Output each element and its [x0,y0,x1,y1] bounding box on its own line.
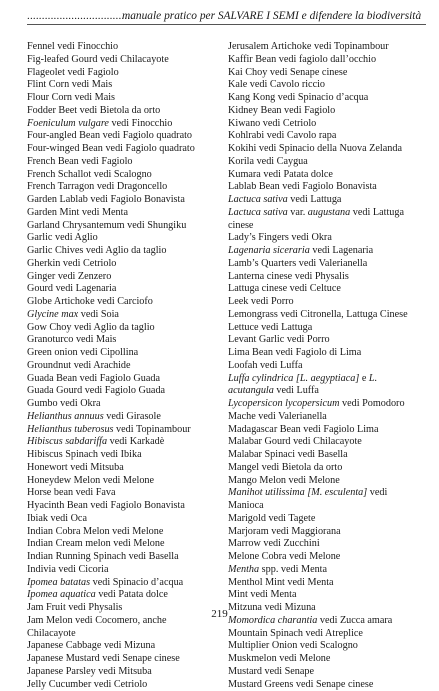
page-number: 219 [0,608,439,620]
index-entry [228,92,428,105]
index-entry [27,181,213,194]
index-column-right [228,41,428,691]
index-entry [27,360,213,373]
entry-text: French Tarragon vedi Dragoncello [27,181,167,192]
entry-text: Hibiscus Spinach vedi Ibika [27,449,142,460]
entry-text: Ginger vedi Zenzero [27,271,111,282]
index-entry [27,271,213,284]
index-entry [27,67,213,80]
entry-text: Loofah vedi Luffa [228,360,303,371]
entry-text: Fennel vedi Finocchio [27,41,118,52]
entry-text: Lima Bean vedi Fagiolo di Lima [228,347,361,358]
index-entry [228,334,428,347]
index-entry [27,130,213,143]
entry-text: spp. vedi Menta [259,564,327,575]
entry-text: vedi Soia [78,309,119,320]
index-entry [228,54,428,67]
index-entry [27,207,213,220]
index-entry [27,92,213,105]
index-entry [27,232,213,245]
header-dot-leader: .................................... [27,10,133,22]
index-entry [228,385,428,398]
entry-text: vedi Luffa [274,385,319,396]
entry-text: Jam Fruit vedi Physalis [27,602,122,613]
index-entry [228,628,428,641]
index-entry [27,628,213,641]
index-entry [228,181,428,194]
entry-text: Granoturco vedi Mais [27,334,116,345]
index-entry [27,385,213,398]
entry-latin-name: Lactuca sativa [228,194,288,205]
entry-text: Kaffir Bean vedi fagiolo dall’occhio [228,54,376,65]
index-entry [228,398,428,411]
index-entry [228,245,428,258]
entry-text: Marrow vedi Zucchini [228,538,320,549]
index-entry [27,526,213,539]
entry-text: Garlic Chives vedi Aglio da taglio [27,245,167,256]
entry-text: Marigold vedi Tagete [228,513,315,524]
index-entry [228,309,428,322]
index-entry [228,79,428,92]
entry-text: Marjoram vedi Maggiorana [228,526,341,537]
index-entry [228,526,428,539]
index-entry [228,194,428,207]
index-entry [27,424,213,437]
index-entry [27,462,213,475]
entry-text: Japanese Cabbage vedi Mizuna [27,640,155,651]
index-entry [27,258,213,271]
entry-text: Hyacinth Bean vedi Fagiolo Bonavista [27,500,185,511]
entry-text: Flint Corn vedi Mais [27,79,112,90]
index-entry [228,360,428,373]
entry-text: vedi Girasole [104,411,161,422]
index-entry [228,462,428,475]
index-entry [27,334,213,347]
index-entry [228,220,428,233]
index-entry [27,653,213,666]
entry-latin-name: Ipomea aquatica [27,589,96,600]
index-entry [228,551,428,564]
index-entry [27,589,213,602]
entry-text: vedi Patata dolce [96,589,168,600]
entry-text: Jerusalem Artichoke vedi Topinambour [228,41,389,52]
entry-text: French Schallot vedi Scalogno [27,169,152,180]
index-entry [228,105,428,118]
entry-text: Korila vedi Caygua [228,156,308,167]
index-entry [228,487,428,500]
entry-latin-name: Foeniculum vulgare [27,118,109,129]
entry-latin-name: Mentha [228,564,259,575]
index-entry [228,424,428,437]
entry-text: vedi Zucca amara [317,615,392,626]
index-entry [27,666,213,679]
entry-text: Guada Bean vedi Fagiolo Guada [27,373,160,384]
entry-text: vedi Pomodoro [339,398,404,409]
index-entry [27,156,213,169]
index-entry [27,79,213,92]
index-entry [228,118,428,131]
entry-text: Muskmelon vedi Melone [228,653,330,664]
entry-text: Kokihi vedi Spinacio della Nuova Zelanda [228,143,402,154]
index-entry [27,54,213,67]
entry-text: Multiplier Onion vedi Scalogno [228,640,358,651]
index-entry [27,347,213,360]
index-entry [27,143,213,156]
entry-text: Ibiak vedi Oca [27,513,87,524]
entry-text: Indian Cream melon vedi Melone [27,538,165,549]
index-entry [228,577,428,590]
entry-latin-name: Ipomea batatas [27,577,90,588]
index-entry [228,67,428,80]
index-entry [228,41,428,54]
entry-text: Kumara vedi Patata dolce [228,169,333,180]
index-entry [27,577,213,590]
entry-text: Lattuga cinese vedi Celtuce [228,283,341,294]
entry-text: vedi [367,487,387,498]
entry-text: vedi Finocchio [109,118,172,129]
entry-text: Lettuce vedi Lattuga [228,322,312,333]
entry-text: Fig-leafed Gourd vedi Chilacayote [27,54,169,65]
index-entry [27,411,213,424]
entry-text: vedi Lattuga [288,194,342,205]
entry-text: Kai Choy vedi Senape cinese [228,67,347,78]
index-entry [228,538,428,551]
entry-latin-name: Helianthus tuberosus [27,424,114,435]
entry-text: Indian Running Spinach vedi Basella [27,551,179,562]
entry-text: Lamb’s Quarters vedi Valerianella [228,258,367,269]
index-entry [228,232,428,245]
entry-text: Kidney Bean vedi Fagiolo [228,105,335,116]
index-entry [228,271,428,284]
entry-text: Groundnut vedi Arachide [27,360,131,371]
entry-text: Indivia vedi Cicoria [27,564,108,575]
index-entry [228,640,428,653]
index-entry [27,513,213,526]
entry-latin-name: acutangula [228,385,274,396]
entry-text: Globe Artichoke vedi Carciofo [27,296,153,307]
entry-text: Four-winged Bean vedi Fagiolo quadrato [27,143,195,154]
entry-latin-name: Lactuca sativa [228,207,288,218]
entry-text: Gumbo vedi Okra [27,398,101,409]
index-entry [27,449,213,462]
index-entry [228,322,428,335]
entry-text: Horse bean vedi Fava [27,487,116,498]
entry-text: Fodder Beet vedi Bietola da orto [27,105,160,116]
entry-text: Mangel vedi Bietola da orto [228,462,342,473]
index-entry [228,143,428,156]
entry-latin-name: Glycine max [27,309,78,320]
index-column-left [27,41,213,691]
index-entry [228,258,428,271]
entry-text: cinese [228,220,253,231]
entry-text: vedi Topinambour [114,424,191,435]
running-header [0,6,439,28]
index-entry [27,309,213,322]
index-entry [228,653,428,666]
entry-latin-name: Lagenaria siceraria [228,245,310,256]
entry-text: var. [288,207,308,218]
index-entry [27,436,213,449]
entry-text: Manioca [228,500,264,511]
index-entry [228,296,428,309]
index-entry [27,500,213,513]
entry-text: Chilacayote [27,628,76,639]
index-entry [27,475,213,488]
entry-text: Four-angled Bean vedi Fagiolo quadrato [27,130,192,141]
index-entry [27,169,213,182]
entry-text: Lemongrass vedi Citronella, Lattuga Cinese [228,309,408,320]
index-entry [228,169,428,182]
entry-text: vedi Lagenaria [310,245,373,256]
entry-text: Flageolet vedi Fagiolo [27,67,119,78]
index-entry [27,105,213,118]
index-entry [228,283,428,296]
index-entry [27,398,213,411]
entry-text: Gherkin vedi Cetriolo [27,258,116,269]
entry-text: Malabar Spinaci vedi Basella [228,449,348,460]
entry-text: Kohlrabi vedi Cavolo rapa [228,130,336,141]
entry-latin-name: Hibiscus sabdariffa [27,436,107,447]
index-entry [27,118,213,131]
entry-text: Guada Gourd vedi Fagiolo Guada [27,385,165,396]
entry-latin-name: L. [369,373,377,384]
entry-text: Madagascar Bean vedi Fagiolo Lima [228,424,379,435]
index-entry [228,500,428,513]
entry-text: Mountain Spinach vedi Atreplice [228,628,363,639]
entry-latin-name: Helianthus annuus [27,411,104,422]
index-entry [27,283,213,296]
entry-text: Mache vedi Valerianella [228,411,327,422]
entry-text: Menthol Mint vedi Menta [228,577,334,588]
entry-latin-name: Luffa cylindrica [L. aegyptiaca] [228,373,359,384]
entry-text: Indian Cobra Melon vedi Melone [27,526,163,537]
entry-text: Garlic vedi Aglio [27,232,98,243]
index-entry [27,220,213,233]
entry-text: Kang Kong vedi Spinacio d’acqua [228,92,368,103]
index-entry [228,436,428,449]
entry-text: Gow Choy vedi Aglio da taglio [27,322,155,333]
entry-text: Melone Cobra vedi Melone [228,551,340,562]
entry-text: Lady’s Fingers vedi Okra [228,232,332,243]
index-entry [27,41,213,54]
entry-text: Kale vedi Cavolo riccio [228,79,325,90]
entry-text: Honeydew Melon vedi Melone [27,475,154,486]
index-entry [27,551,213,564]
entry-text: Japanese Mustard vedi Senape cinese [27,653,180,664]
index-entry [228,564,428,577]
header-title: manuale pratico per SALVARE I SEMI e difendere la biodiversità [122,10,421,22]
entry-text: Lablab Bean vedi Fagiolo Bonavista [228,181,377,192]
entry-text: French Bean vedi Fagiolo [27,156,133,167]
entry-text: vedi Karkadè [107,436,164,447]
entry-text: Honewort vedi Mitsuba [27,462,124,473]
entry-text: Mint vedi Menta [228,589,296,600]
header-rule [27,24,426,25]
entry-text: Mustard vedi Senape [228,666,314,677]
entry-latin-name: Momordica charantia [228,615,317,626]
index-entry [27,640,213,653]
index-entry [228,411,428,424]
index-entry [228,347,428,360]
index-entry [228,475,428,488]
entry-text: Leek vedi Porro [228,296,294,307]
entry-text: Gourd vedi Lagenaria [27,283,116,294]
entry-latin-name: Lycopersicon lycopersicum [228,398,339,409]
entry-text: Kiwano vedi Cetriolo [228,118,316,129]
index-entry [228,666,428,679]
index-entry [27,679,213,691]
entry-text: Green onion vedi Cipollina [27,347,138,358]
index-entry [228,130,428,143]
entry-text: Jelly Cucumber vedi Cetriolo [27,679,147,690]
entry-text: Levant Garlic vedi Porro [228,334,330,345]
index-entry [27,322,213,335]
entry-text: Flour Corn vedi Mais [27,92,115,103]
index-entry [27,245,213,258]
index-entry [228,207,428,220]
index-entry [228,589,428,602]
entry-text: Lanterna cinese vedi Physalis [228,271,349,282]
index-entry [27,538,213,551]
entry-text: Mustard Greens vedi Senape cinese [228,679,373,690]
index-entry [27,373,213,386]
entry-text: Malabar Gourd vedi Chilacayote [228,436,362,447]
index-entry [27,487,213,500]
entry-text: Garland Chrysantemum vedi Shungiku [27,220,186,231]
entry-text: Garden Mint vedi Menta [27,207,128,218]
index-entry [228,156,428,169]
entry-text: Japanese Parsley vedi Mitsuba [27,666,152,677]
index-entry [228,679,428,691]
entry-latin-name: Manihot utilissima [M. esculenta] [228,487,367,498]
entry-text: Jam Melon vedi Cocomero, anche [27,615,166,626]
entry-text: e [359,373,369,384]
entry-latin-name: augustana [308,207,350,218]
index-entry [27,194,213,207]
entry-text: vedi Spinacio d’acqua [90,577,183,588]
entry-text: Garden Lablab vedi Fagiolo Bonavista [27,194,185,205]
index-entry [27,296,213,309]
entry-text: vedi Lattuga [350,207,404,218]
index-entry [27,564,213,577]
entry-text: Mango Melon vedi Melone [228,475,340,486]
entry-text: Mitzuna vedi Mizuna [228,602,316,613]
index-entry [228,513,428,526]
index-entry [228,449,428,462]
index-entry [228,373,428,386]
